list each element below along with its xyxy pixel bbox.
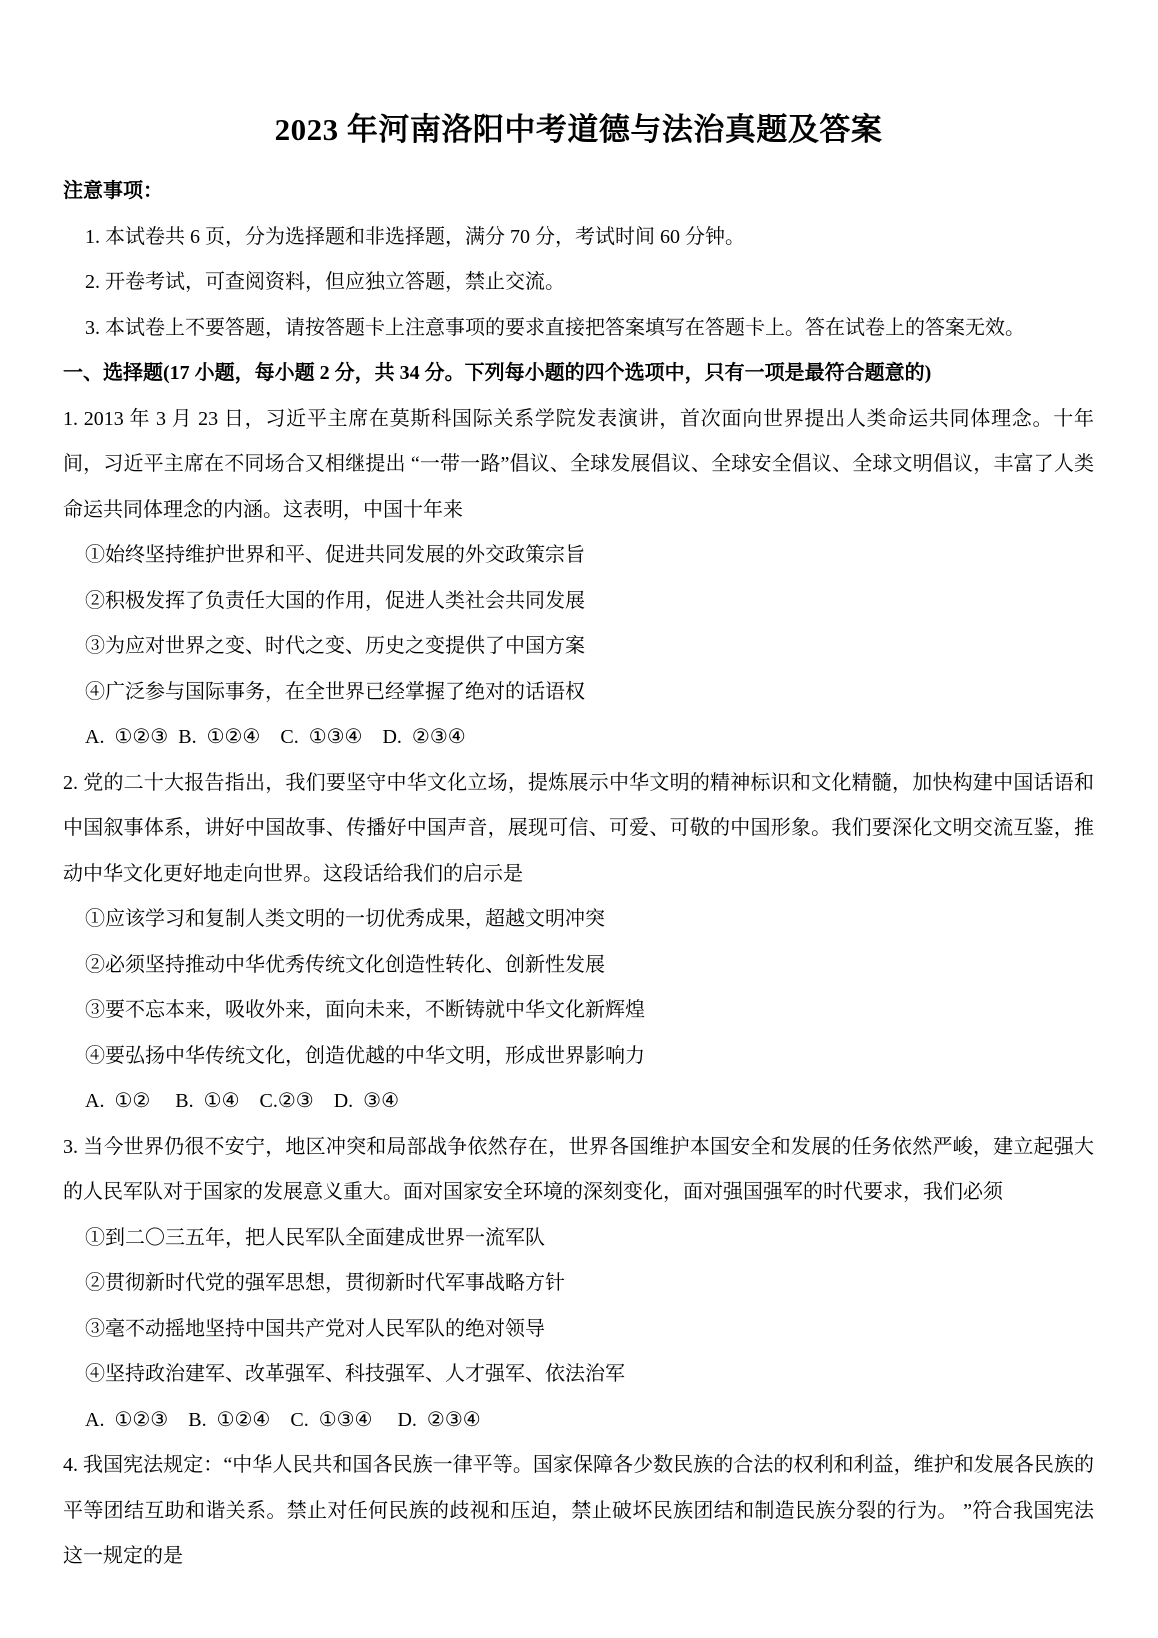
question-2-option-4: ④要弘扬中华传统文化，创造优越的中华文明，形成世界影响力 [85, 1044, 645, 1067]
notice-item-2: 2. 开卷考试，可查阅资料，但应独立答题，禁止交流。 [85, 271, 565, 293]
question-3-choices: A. ①②③ B. ①②④ C. ①③④ D. ②③④ [85, 1408, 481, 1431]
notice-item-1: 1. 本试卷共 6 页，分为选择题和非选择题，满分 70 分，考试时间 60 分钟。 [85, 225, 745, 248]
question-1-choices: A. ①②③ B. ①②④ C. ①③④ D. ②③④ [85, 726, 466, 748]
section-heading: 一、选择题(17 小题，每小题 2 分，共 34 分。下列每小题的四个选项中，只有一项是最符合题意的) [63, 362, 932, 384]
notice-heading: 注意事项： [63, 180, 163, 202]
question-1-option-4: ④广泛参与国际事务，在全世界已经掌握了绝对的话语权 [85, 680, 585, 703]
question-4-stem: 4. 我国宪法规定：“中华人民共和国各民族一律平等。国家保障各少数民族的合法的权利和利益，维护和发展各民族的平等团结互助和谐关系。禁止对任何民族的歧视和压迫，禁止破坏民族团结和制造民族分裂的行为。 ”符合我国宪法这一规定的是 [63, 1454, 1094, 1567]
question-2-choices: A. ①② B. ①④ C.②③ D. ③④ [85, 1090, 400, 1112]
question-2-option-1: ①应该学习和复制人类文明的一切优秀成果，超越文明冲突 [85, 908, 605, 930]
question-block-4 [63, 1443, 1094, 1580]
question-1-option-2: ②积极发挥了负责任大国的作用，促进人类社会共同发展 [85, 589, 585, 612]
question-2-option-3: ③要不忘本来，吸收外来，面向未来，不断铸就中华文化新辉煌 [85, 999, 645, 1021]
question-1-option-3: ③为应对世界之变、时代之变、历史之变提供了中国方案 [85, 635, 585, 657]
question-block-1 [63, 397, 1094, 761]
question-3-stem: 3. 当今世界仍很不安宁，地区冲突和局部战争依然存在，世界各国维护本国安全和发展的任务依然严峻，建立起强大的人民军队对于国家的发展意义重大。面对国家安全环境的深刻变化，面对强国强军的时代要求，我们必须 [63, 1135, 1094, 1203]
question-3-option-1: ①到二〇三五年，把人民军队全面建成世界一流军队 [85, 1226, 545, 1249]
question-block-2 [63, 761, 1094, 1125]
question-2-option-2: ②必须坚持推动中华优秀传统文化创造性转化、创新性发展 [85, 953, 605, 976]
question-3-option-3: ③毫不动摇地坚持中国共产党对人民军队的绝对领导 [85, 1317, 545, 1340]
notice-section [63, 169, 1094, 351]
question-1-stem: 1. 2013 年 3 月 23 日，习近平主席在莫斯科国际关系学院发表演讲，首次面向世界提出人类命运共同体理念。十年间，习近平主席在不同场合又相继提出 “一带一路”倡议、全球发展倡议、全球安全倡议、全球文明倡议，丰富了人类命运共同体理念的内涵。这表明，中国十年来 [63, 407, 1094, 521]
question-1-option-1: ①始终坚持维护世界和平、促进共同发展的外交政策宗旨 [85, 544, 585, 566]
question-block-3 [63, 1125, 1094, 1444]
question-3-option-4: ④坚持政治建军、改革强军、科技强军、人才强军、依法治军 [85, 1363, 625, 1385]
question-2-stem: 2. 党的二十大报告指出，我们要坚守中华文化立场，提炼展示中华文明的精神标识和文化精髓，加快构建中国话语和中国叙事体系，讲好中国故事、传播好中国声音，展现可信、可爱、可敬的中国形象。我们要深化文明交流互鉴，推动中华文化更好地走向世界。这段话给我们的启示是 [63, 771, 1094, 885]
page-title: 2023 年河南洛阳中考道德与法治真题及答案 [274, 112, 883, 147]
notice-item-3: 3. 本试卷上不要答题，请按答题卡上注意事项的要求直接把答案填写在答题卡上。答在试卷上的答案无效。 [85, 316, 1025, 339]
question-3-option-2: ②贯彻新时代党的强军思想，贯彻新时代军事战略方针 [85, 1272, 565, 1294]
